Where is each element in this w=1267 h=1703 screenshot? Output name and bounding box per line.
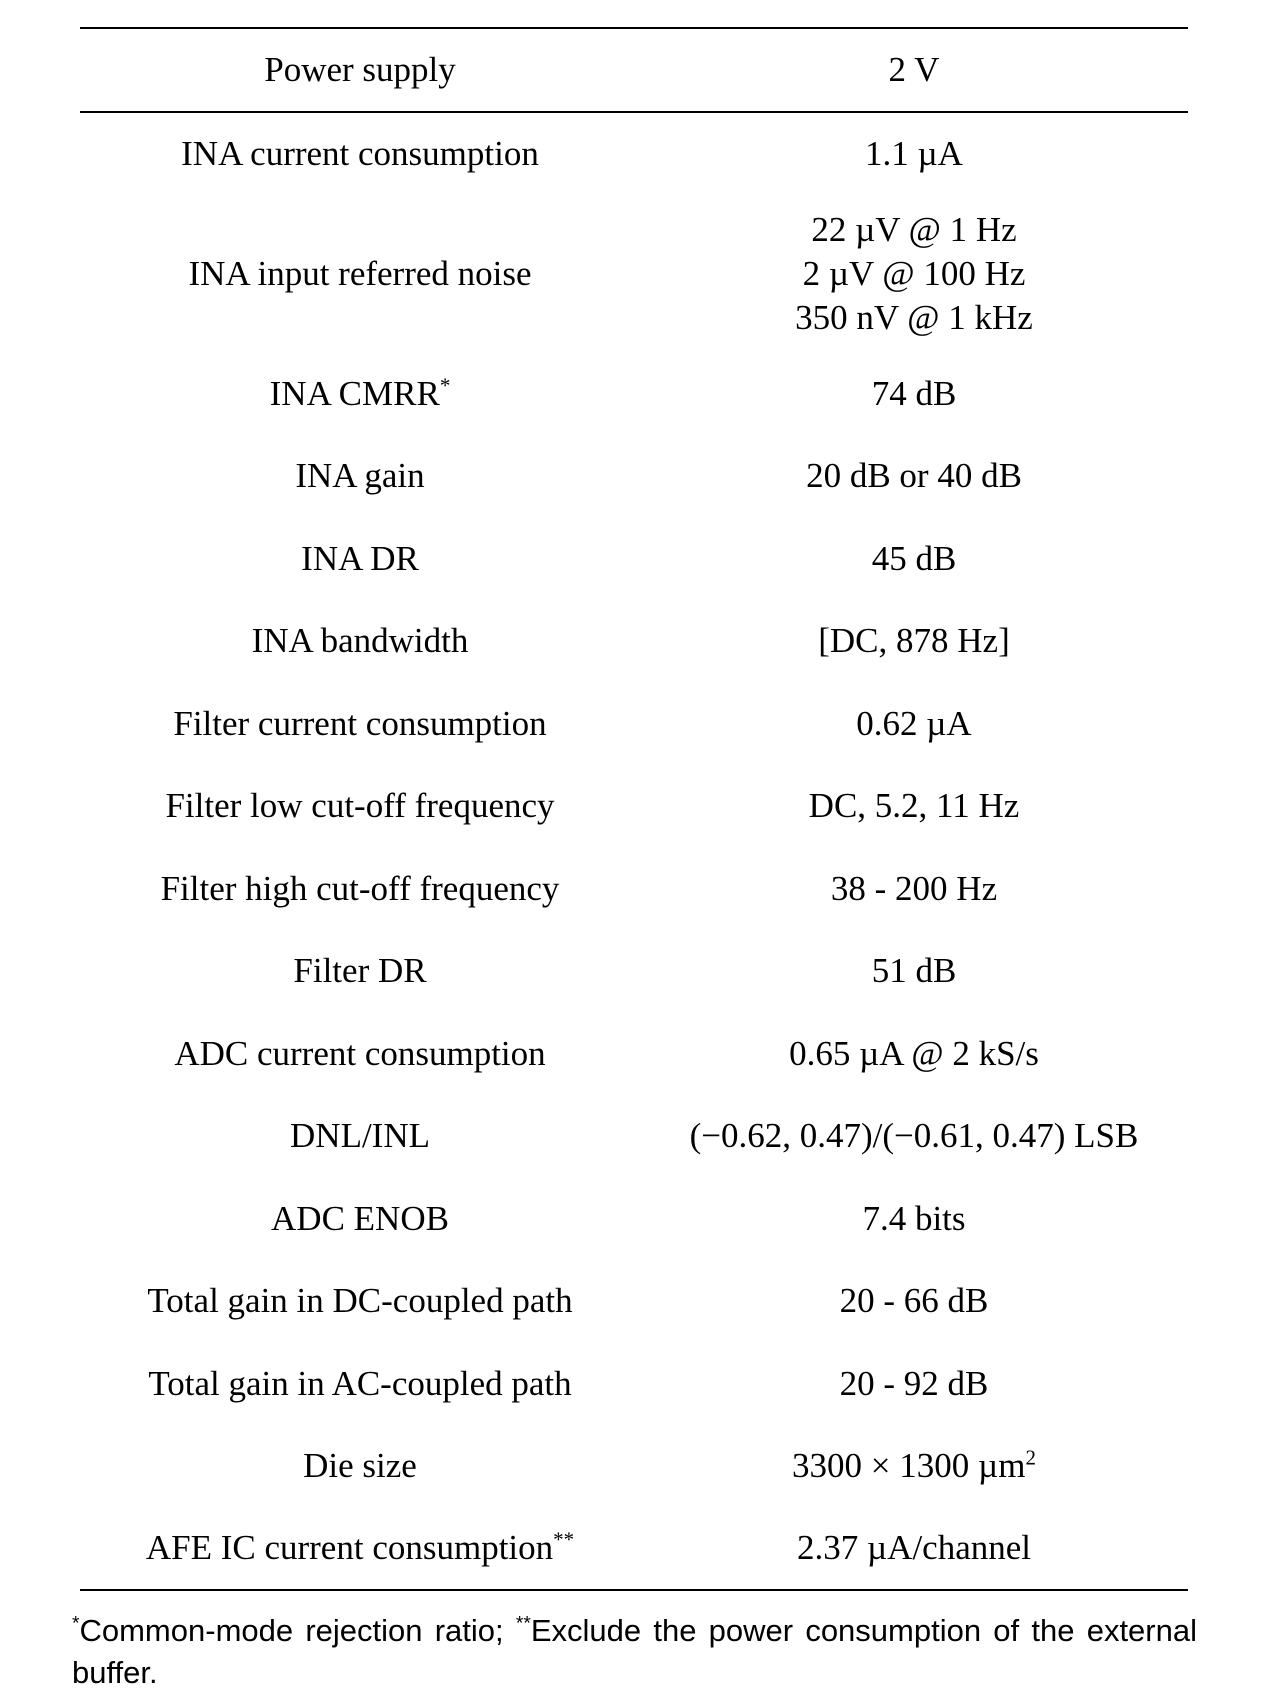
footnote-marker: ** <box>553 1527 575 1552</box>
row-value: 20 dB or 40 dB <box>806 456 1022 496</box>
row-label: INA input referred noise <box>188 253 532 293</box>
row-value: 38 - 200 Hz <box>830 868 998 908</box>
table-row <box>80 195 1188 353</box>
row-value: (−0.62, 0.47)/(−0.61, 0.47) LSB <box>689 1116 1139 1156</box>
row-value-cell <box>640 1425 1188 1508</box>
row-label: INA current consumption <box>181 133 539 173</box>
row-label: INA bandwidth <box>251 621 469 661</box>
row-value: 45 dB <box>871 538 957 578</box>
row-label: Die size <box>303 1446 417 1486</box>
table-row <box>80 765 1188 848</box>
table-row <box>80 518 1188 601</box>
row-label: Total gain in AC-coupled path <box>148 1363 572 1403</box>
table-row <box>80 1425 1188 1508</box>
table-row <box>80 1178 1188 1261</box>
row-value-multiline <box>640 195 1188 353</box>
noise-value-line: 2 µV @ 100 Hz <box>802 253 1026 293</box>
table-row <box>80 1260 1188 1343</box>
exponent: 2 <box>1025 1445 1036 1470</box>
table-row <box>80 1013 1188 1096</box>
table-header-row <box>80 28 1188 112</box>
table-footnote <box>72 1610 1197 1694</box>
row-label: Filter current consumption <box>173 703 547 743</box>
row-label: Filter high cut-off frequency <box>160 868 560 908</box>
table-row <box>80 848 1188 931</box>
row-value: DC, 5.2, 11 Hz <box>808 786 1020 826</box>
row-value: 20 - 92 dB <box>839 1363 989 1403</box>
row-label-cell <box>80 1508 640 1591</box>
row-label: DNL/INL <box>290 1116 430 1156</box>
table-row <box>80 600 1188 683</box>
table-row <box>80 1095 1188 1178</box>
header-value: 2 V <box>640 28 1188 112</box>
footnote-text: Common-mode rejection ratio; <box>79 1613 516 1648</box>
row-value: 0.62 µA <box>856 703 972 743</box>
row-label: INA CMRR <box>269 373 440 413</box>
spec-table <box>80 27 1188 1591</box>
row-value: 1.1 µA <box>865 133 963 173</box>
table-row <box>80 930 1188 1013</box>
row-value: 51 dB <box>871 951 957 991</box>
table-row <box>80 683 1188 766</box>
row-label: ADC current consumption <box>174 1033 546 1073</box>
footnote-marker: * <box>72 1613 80 1635</box>
row-label: Filter low cut-off frequency <box>165 786 555 826</box>
row-label: ADC ENOB <box>271 1198 449 1238</box>
row-label: INA gain <box>295 456 425 496</box>
row-value: 0.65 µA @ 2 kS/s <box>789 1033 1039 1073</box>
table-row <box>80 353 1188 436</box>
row-value: [DC, 878 Hz] <box>818 621 1010 661</box>
table-row <box>80 112 1188 195</box>
row-label: INA DR <box>301 538 419 578</box>
table-row <box>80 1508 1188 1591</box>
row-label-cell <box>80 353 640 436</box>
row-value: 2.37 µA/channel <box>640 1508 1188 1591</box>
header-label: Power supply <box>80 28 640 112</box>
row-value: 7.4 bits <box>862 1198 966 1238</box>
noise-value-line: 22 µV @ 1 Hz <box>811 209 1017 249</box>
footnote-marker: * <box>439 373 451 398</box>
row-label: Filter DR <box>293 951 427 991</box>
row-value: 3300 × 1300 µm <box>792 1446 1026 1486</box>
row-value: 74 dB <box>871 373 957 413</box>
noise-value-line: 350 nV @ 1 kHz <box>795 297 1033 337</box>
row-label: Total gain in DC-coupled path <box>147 1281 573 1321</box>
row-label: AFE IC current consumption <box>145 1528 554 1568</box>
row-value: 20 - 66 dB <box>839 1281 989 1321</box>
footnote-marker: ** <box>515 1613 531 1635</box>
footnote-text: Exclude the power consumption of the external buffer. <box>72 1613 1197 1690</box>
table-row <box>80 435 1188 518</box>
table-row <box>80 1343 1188 1426</box>
